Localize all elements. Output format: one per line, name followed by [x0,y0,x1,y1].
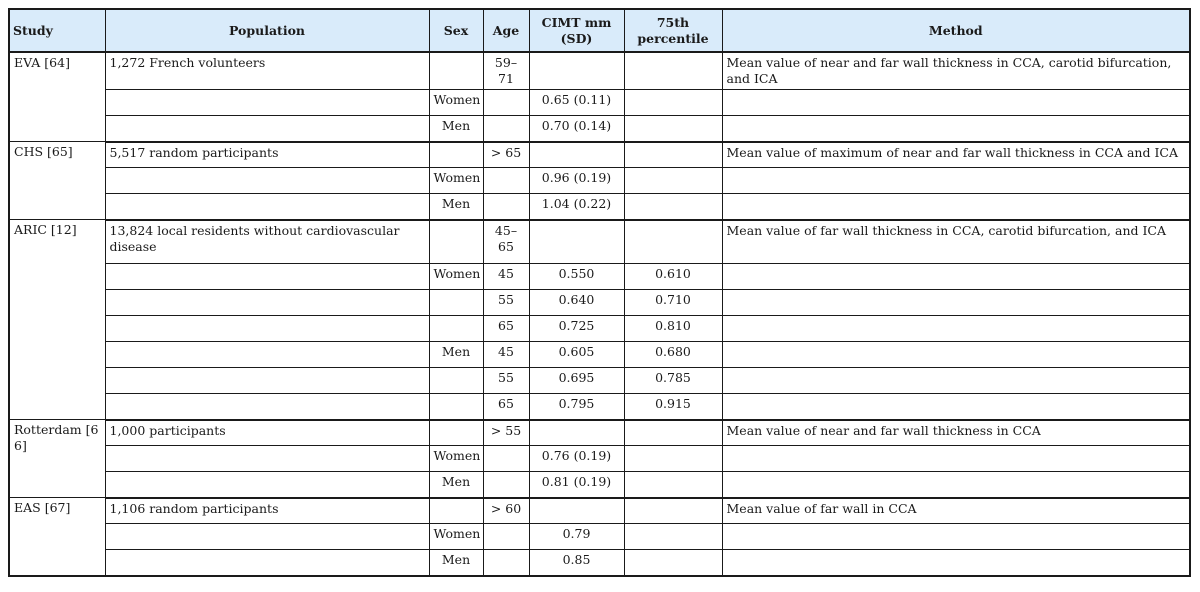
header-cimt: CIMT mm (SD) [529,9,624,52]
cell-cimt: 0.85 [529,550,624,576]
cell-population: 5,517 random participants [105,142,429,168]
cell-study: CHS [65] [9,142,105,220]
cell-75th-percentile: 0.810 [624,316,722,342]
cell-method [722,550,1190,576]
cell-sex: Women [429,446,483,472]
table-row [9,316,1190,342]
cell-study: Rotterdam [66] [9,420,105,498]
cell-sex [429,394,483,420]
table-row [9,342,1190,368]
header-study: Study [9,9,105,52]
cell-method [722,264,1190,290]
cell-population [105,472,429,498]
cell-cimt: 0.695 [529,368,624,394]
header-age: Age [483,9,529,52]
cell-population [105,524,429,550]
cell-cimt [529,220,624,264]
cell-sex: Women [429,524,483,550]
cell-cimt: 0.640 [529,290,624,316]
cell-age: 59–71 [483,52,529,90]
cell-method [722,446,1190,472]
cell-population: 13,824 local residents without cardiovascular disease [105,220,429,264]
cell-method [722,116,1190,142]
cell-cimt: 0.79 [529,524,624,550]
cell-age: > 65 [483,142,529,168]
table-row [9,142,1190,168]
cell-population [105,394,429,420]
cell-cimt: 0.725 [529,316,624,342]
cimt-table [8,8,1191,577]
cell-age: 45 [483,342,529,368]
cell-sex: Men [429,194,483,220]
cell-75th-percentile [624,420,722,446]
cell-sex: Women [429,90,483,116]
cell-cimt: 0.550 [529,264,624,290]
cell-population [105,90,429,116]
cell-75th-percentile [624,220,722,264]
cell-age [483,472,529,498]
table-row [9,194,1190,220]
cell-age [483,524,529,550]
cell-population [105,264,429,290]
cell-sex [429,142,483,168]
cell-method: Mean value of far wall thickness in CCA, carotid bifurcation, and ICA [722,220,1190,264]
cell-age: 65 [483,394,529,420]
table-row [9,420,1190,446]
cell-method [722,342,1190,368]
cell-population [105,446,429,472]
cell-cimt [529,142,624,168]
cell-75th-percentile [624,472,722,498]
table-row [9,264,1190,290]
cell-population: 1,272 French volunteers [105,52,429,90]
cell-population [105,550,429,576]
cell-population [105,316,429,342]
cell-cimt: 0.76 (0.19) [529,446,624,472]
cell-age: 65 [483,316,529,342]
cell-method [722,168,1190,194]
cell-cimt: 0.795 [529,394,624,420]
cell-sex [429,498,483,524]
cell-age [483,446,529,472]
cell-population: 1,000 participants [105,420,429,446]
cell-age: 45 [483,264,529,290]
table-row [9,168,1190,194]
cell-age [483,90,529,116]
table-row [9,446,1190,472]
cell-75th-percentile: 0.915 [624,394,722,420]
table-row [9,290,1190,316]
cell-75th-percentile [624,116,722,142]
cell-sex [429,420,483,446]
cell-75th-percentile: 0.680 [624,342,722,368]
cell-population [105,168,429,194]
cell-75th-percentile [624,498,722,524]
cell-method [722,524,1190,550]
cell-cimt: 0.96 (0.19) [529,168,624,194]
cell-method [722,472,1190,498]
table-row [9,220,1190,264]
cell-age: > 55 [483,420,529,446]
cell-population [105,368,429,394]
cell-cimt: 0.605 [529,342,624,368]
header-population: Population [105,9,429,52]
cell-75th-percentile [624,90,722,116]
table-row [9,368,1190,394]
cell-method [722,290,1190,316]
cell-study: EVA [64] [9,52,105,142]
cell-75th-percentile [624,168,722,194]
cell-age [483,168,529,194]
cell-cimt [529,420,624,446]
cell-75th-percentile [624,550,722,576]
table-row [9,116,1190,142]
cell-sex [429,290,483,316]
cell-sex [429,220,483,264]
table-container [8,8,1191,577]
cell-75th-percentile: 0.785 [624,368,722,394]
cell-age: 45–65 [483,220,529,264]
cell-population [105,194,429,220]
header-sex: Sex [429,9,483,52]
cell-study: ARIC [12] [9,220,105,420]
cell-75th-percentile [624,524,722,550]
cell-population [105,116,429,142]
cell-sex: Men [429,472,483,498]
cell-75th-percentile: 0.610 [624,264,722,290]
cell-sex: Women [429,168,483,194]
cell-population [105,290,429,316]
cell-75th-percentile [624,446,722,472]
cell-population [105,342,429,368]
cell-method: Mean value of maximum of near and far wall thickness in CCA and ICA [722,142,1190,168]
cell-cimt [529,52,624,90]
table-row [9,394,1190,420]
cell-method [722,368,1190,394]
cell-method: Mean value of near and far wall thickness in CCA, carotid bifurcation, and ICA [722,52,1190,90]
cell-cimt: 0.65 (0.11) [529,90,624,116]
cell-study: EAS [67] [9,498,105,576]
cell-method [722,194,1190,220]
cell-method [722,394,1190,420]
cell-sex [429,368,483,394]
table-row [9,524,1190,550]
cell-cimt [529,498,624,524]
cell-age [483,550,529,576]
cell-sex [429,52,483,90]
cell-age: > 60 [483,498,529,524]
header-75th-percentile: 75th percentile [624,9,722,52]
table-row [9,498,1190,524]
cell-age [483,116,529,142]
table-row [9,52,1190,90]
table-row [9,472,1190,498]
cell-sex [429,316,483,342]
cell-age: 55 [483,290,529,316]
cell-method: Mean value of near and far wall thickness in CCA [722,420,1190,446]
cell-cimt: 0.70 (0.14) [529,116,624,142]
table-row [9,550,1190,576]
cell-age [483,194,529,220]
cell-75th-percentile [624,52,722,90]
header-row [9,9,1190,52]
table-body [9,52,1190,576]
cell-sex: Men [429,342,483,368]
cell-sex: Women [429,264,483,290]
cell-population: 1,106 random participants [105,498,429,524]
cell-75th-percentile: 0.710 [624,290,722,316]
header-method: Method [722,9,1190,52]
cell-age: 55 [483,368,529,394]
cell-cimt: 0.81 (0.19) [529,472,624,498]
cell-75th-percentile [624,142,722,168]
cell-method [722,90,1190,116]
cell-sex: Men [429,550,483,576]
cell-sex: Men [429,116,483,142]
cell-75th-percentile [624,194,722,220]
cell-cimt: 1.04 (0.22) [529,194,624,220]
cell-method [722,316,1190,342]
cell-method: Mean value of far wall in CCA [722,498,1190,524]
table-row [9,90,1190,116]
